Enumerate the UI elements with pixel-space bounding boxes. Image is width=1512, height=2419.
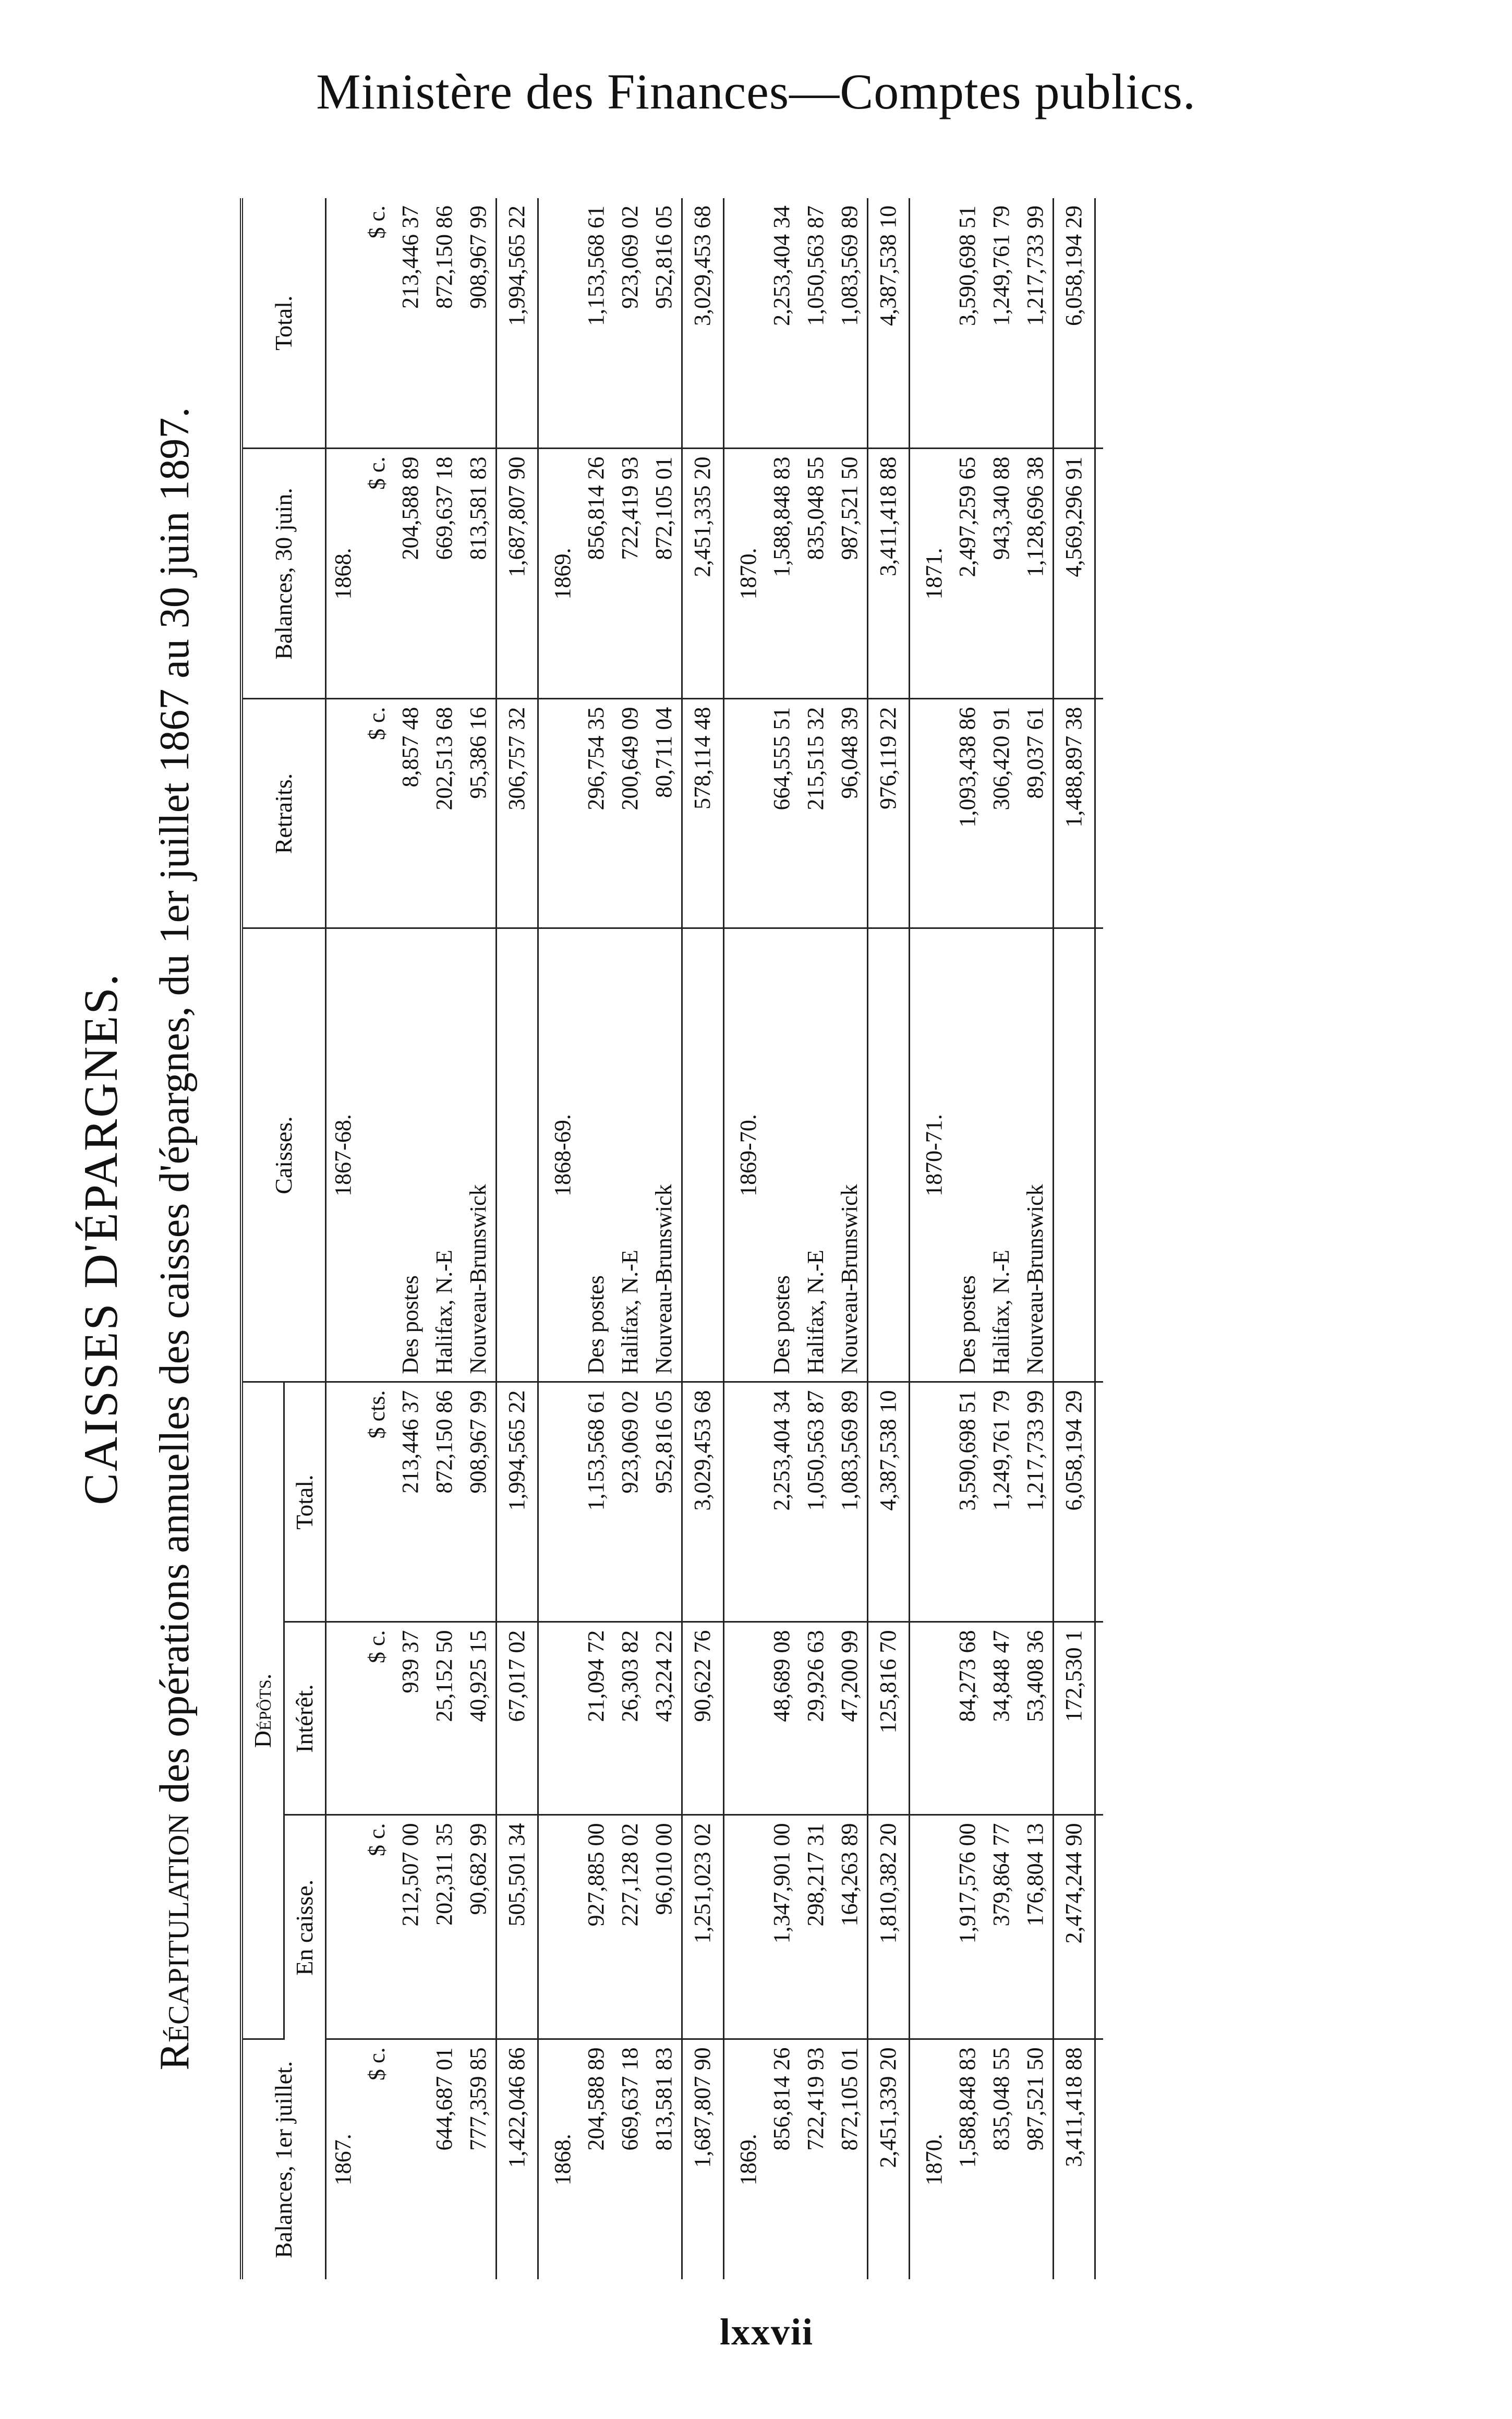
empty-cell	[325, 1622, 360, 1815]
empty-cell	[909, 699, 917, 928]
amount-cell: 90,682 99	[462, 1815, 496, 2039]
empty-cell	[723, 1622, 732, 1815]
empty-cell	[538, 1382, 546, 1622]
empty-cell	[723, 928, 732, 1382]
empty-cell	[909, 928, 917, 1382]
total-amount-cell: 4,569,296 91	[1053, 449, 1095, 699]
subtitle-rest: des opérations annuelles des caisses d'épargnes, du 1er juillet 1867 au 30 juin 1897.	[152, 407, 198, 1814]
table-row	[799, 198, 833, 2279]
amount-cell: 48,689 08	[765, 1622, 799, 1815]
header-total: Total.	[284, 1382, 325, 1622]
empty-cell	[1095, 198, 1103, 449]
amount-cell: 306,420 91	[985, 699, 1019, 928]
amount-cell: 777,359 85	[465, 2047, 491, 2151]
amount-cell: 813,581 83	[462, 449, 496, 699]
total-amount-cell: 3,029,453 68	[682, 1382, 723, 1622]
empty-cell	[732, 1382, 766, 1622]
empty-cell	[723, 2039, 732, 2279]
end-year-label: 1868.	[325, 449, 360, 699]
amount-cell: 1,249,761 79	[985, 198, 1019, 449]
empty-cell	[682, 928, 723, 1382]
amount-cell: 2,253,404 34	[765, 1382, 799, 1622]
empty-cell	[909, 1815, 917, 2039]
empty-cell	[723, 699, 732, 928]
fiscal-year-label: 1868-69.	[546, 928, 580, 1382]
amount-cell: 943,340 88	[985, 449, 1019, 699]
unit-label: $ c.	[360, 1815, 394, 2039]
amount-cell: 1,083,569 89	[833, 198, 867, 449]
unit-label: $ c.	[360, 449, 394, 699]
empty-cell	[917, 198, 951, 449]
empty-cell	[546, 1382, 580, 1622]
amount-cell: 2,253,404 34	[765, 198, 799, 449]
amount-cell: 644,687 01	[431, 2047, 457, 2151]
subtitle-lead: Récapitulation	[152, 1813, 198, 2071]
empty-cell	[909, 1382, 917, 1622]
amount-cell: 213,446 37	[394, 198, 428, 449]
amount-cell: 1,083,569 89	[833, 1382, 867, 1622]
amount-cell: 856,814 26	[769, 2047, 795, 2151]
amount-cell: 923,069 02	[613, 198, 647, 449]
total-amount-cell: 90,622 76	[682, 1622, 723, 1815]
empty-cell	[538, 699, 546, 928]
amount-cell: 835,048 55	[799, 449, 833, 699]
table-row	[951, 198, 985, 2279]
table-row	[765, 198, 799, 2279]
amount-cell: 202,311 35	[428, 1815, 462, 2039]
fiscal-year-label: 1867-68.	[325, 928, 360, 1382]
table-row	[428, 198, 462, 2279]
unit-label: $ c.	[360, 198, 394, 449]
amount-cell: 1,093,438 86	[951, 699, 985, 928]
amount-cell: 43,224 22	[647, 1622, 682, 1815]
caisse-name-cell: Des postes	[394, 928, 428, 1382]
amount-cell	[394, 2039, 428, 2279]
running-head-title: Ministère des Finances—Comptes publics.	[316, 64, 1196, 119]
empty-cell	[917, 699, 951, 928]
empty-cell	[723, 198, 732, 449]
table-subtitle	[151, 188, 209, 2290]
recap-table	[240, 198, 1103, 2279]
amount-cell: 1,153,568 61	[579, 1382, 613, 1622]
empty-cell	[723, 449, 732, 699]
units-row	[360, 198, 394, 2279]
empty-cell	[538, 198, 546, 449]
empty-cell	[496, 928, 538, 1382]
amount-cell: 872,150 86	[428, 1382, 462, 1622]
total-amount-cell: 1,994,565 22	[496, 198, 538, 449]
amount-cell: 296,754 35	[579, 699, 613, 928]
caisse-name-cell: Halifax, N.-E	[985, 928, 1019, 1382]
group-spacer	[1095, 198, 1103, 2279]
total-amount-cell: 2,474,244 90	[1053, 1815, 1095, 2039]
header-caisses: Caisses.	[241, 928, 325, 1382]
total-row	[682, 198, 723, 2279]
amount-cell: 835,048 55	[988, 2047, 1014, 2151]
table-row	[579, 198, 613, 2279]
empty-cell	[867, 928, 909, 1382]
amount-cell: 215,515 32	[799, 699, 833, 928]
group-spacer	[538, 198, 546, 2279]
header-balances-end: Balances, 30 juin.	[241, 449, 325, 699]
empty-cell	[723, 1815, 732, 2039]
empty-cell	[1095, 1622, 1103, 1815]
empty-cell	[909, 198, 917, 449]
empty-cell	[917, 1815, 951, 2039]
amount-cell: 80,711 04	[647, 699, 682, 928]
amount-cell: 722,419 93	[803, 2047, 829, 2151]
amount-cell: 227,128 02	[613, 1815, 647, 2039]
year-row	[325, 198, 360, 2279]
caisse-name-cell: Des postes	[951, 928, 985, 1382]
amount-cell: 34,848 47	[985, 1622, 1019, 1815]
amount-cell: 379,864 77	[985, 1815, 1019, 2039]
empty-cell	[732, 699, 766, 928]
total-amount-cell: 306,757 32	[496, 699, 538, 928]
amount-cell: 987,521 50	[833, 449, 867, 699]
group-spacer	[909, 198, 917, 2279]
empty-cell	[732, 1622, 766, 1815]
amount-cell: 202,513 68	[428, 699, 462, 928]
caisse-name-cell: Halifax, N.-E	[613, 928, 647, 1382]
empty-cell	[732, 198, 766, 449]
empty-cell	[538, 1622, 546, 1815]
amount-cell: 95,386 16	[462, 699, 496, 928]
total-amount-cell: 1,810,382 20	[867, 1815, 909, 2039]
empty-cell	[1095, 449, 1103, 699]
page-number: lxxvii	[720, 2311, 814, 2353]
amount-cell: 3,590,698 51	[951, 1382, 985, 1622]
amount-cell: 1,050,563 87	[799, 198, 833, 449]
amount-cell: 164,263 89	[833, 1815, 867, 2039]
header-balances-start: Balances, 1er juillet.	[241, 2039, 325, 2279]
end-year-label: 1871.	[917, 449, 951, 699]
fiscal-year-label: 1870-71.	[917, 928, 951, 1382]
total-amount-cell: 1,488,897 38	[1053, 699, 1095, 928]
table-row	[985, 198, 1019, 2279]
total-amount-cell: 2,451,335 20	[682, 449, 723, 699]
empty-cell	[538, 2039, 546, 2279]
amount-cell: 872,105 01	[836, 2047, 862, 2151]
table-body	[325, 198, 1103, 2279]
empty-cell	[732, 1815, 766, 2039]
amount-cell: 53,408 36	[1019, 1622, 1053, 1815]
total-amount-cell: 976,119 22	[867, 699, 909, 928]
year-row	[546, 198, 580, 2279]
unit-label: $ c.	[364, 2047, 390, 2081]
empty-cell	[325, 1382, 360, 1622]
amount-cell: 8,857 48	[394, 699, 428, 928]
empty-cell	[538, 449, 546, 699]
total-amount-cell: 4,387,538 10	[867, 198, 909, 449]
table-title: CAISSES D'ÉPARGNES.	[74, 972, 127, 1505]
empty-cell	[546, 1622, 580, 1815]
total-amount-cell: 2,451,339 20	[867, 2039, 909, 2279]
empty-cell	[325, 198, 360, 449]
unit-label: $ cts.	[360, 1382, 394, 1622]
empty-cell	[723, 1382, 732, 1622]
year-row	[732, 198, 766, 2279]
amount-cell: 96,010 00	[647, 1815, 682, 2039]
amount-cell: 1,249,761 79	[985, 1382, 1019, 1622]
amount-cell: 298,217 31	[799, 1815, 833, 2039]
amount-cell: 212,507 00	[394, 1815, 428, 2039]
total-amount-cell: 4,387,538 10	[867, 1382, 909, 1622]
fiscal-year-label: 1869-70.	[732, 928, 766, 1382]
empty-cell	[325, 1815, 360, 2039]
unit-label: $ c.	[360, 699, 394, 928]
amount-cell: 1,588,848 83	[765, 449, 799, 699]
amount-cell: 1,347,901 00	[765, 1815, 799, 2039]
amount-cell: 1,128,696 38	[1019, 449, 1053, 699]
amount-cell: 669,637 18	[617, 2047, 643, 2151]
start-year-label: 1868.	[549, 2134, 575, 2186]
caisse-name-cell: Halifax, N.-E	[428, 928, 462, 1382]
total-amount-cell: 3,411,418 88	[867, 449, 909, 699]
table-row	[613, 198, 647, 2279]
total-row	[496, 198, 538, 2279]
total-amount-cell: 1,687,807 90	[496, 449, 538, 699]
amount-cell: 664,555 51	[765, 699, 799, 928]
header-en-caisse: En caisse.	[284, 1815, 325, 2039]
empty-cell	[1095, 2039, 1103, 2279]
table-row	[833, 198, 867, 2279]
amount-cell: 722,419 93	[613, 449, 647, 699]
caisse-name-cell: Des postes	[765, 928, 799, 1382]
amount-cell: 856,814 26	[579, 449, 613, 699]
total-amount-cell: 1,994,565 22	[496, 1382, 538, 1622]
total-row	[867, 198, 909, 2279]
amount-cell: 908,967 99	[462, 1382, 496, 1622]
amount-cell: 987,521 50	[1022, 2047, 1048, 2151]
total-amount-cell: 172,530 1	[1053, 1622, 1095, 1815]
caisse-name-cell: Nouveau-Brunswick	[1019, 928, 1053, 1382]
empty-cell	[360, 928, 394, 1382]
table-row	[1019, 198, 1053, 2279]
amount-cell: 25,152 50	[428, 1622, 462, 1815]
empty-cell	[1095, 1815, 1103, 2039]
empty-cell	[917, 1382, 951, 1622]
empty-cell	[546, 699, 580, 928]
total-amount-cell: 3,411,418 88	[1053, 2039, 1095, 2279]
empty-cell	[546, 1815, 580, 2039]
total-amount-cell: 3,029,453 68	[682, 198, 723, 449]
amount-cell: 1,050,563 87	[799, 1382, 833, 1622]
amount-cell: 96,048 39	[833, 699, 867, 928]
table-head	[241, 198, 325, 2279]
amount-cell: 872,150 86	[428, 198, 462, 449]
amount-cell: 872,105 01	[647, 449, 682, 699]
amount-cell: 669,637 18	[428, 449, 462, 699]
amount-cell: 40,925 15	[462, 1622, 496, 1815]
header-depots: Dépôts.	[241, 1382, 284, 2039]
total-amount-cell: 125,816 70	[867, 1622, 909, 1815]
table-row	[462, 198, 496, 2279]
unit-label: $ c.	[360, 1622, 394, 1815]
amount-cell: 2,497,259 65	[951, 449, 985, 699]
start-year-label: 1867.	[330, 2134, 356, 2186]
total-amount-cell: 1,251,023 02	[682, 1815, 723, 2039]
group-spacer	[723, 198, 732, 2279]
amount-cell: 1,217,733 99	[1019, 198, 1053, 449]
amount-cell: 47,200 99	[833, 1622, 867, 1815]
amount-cell: 939 37	[394, 1622, 428, 1815]
amount-cell: 213,446 37	[394, 1382, 428, 1622]
amount-cell: 952,816 05	[647, 1382, 682, 1622]
empty-cell	[538, 928, 546, 1382]
total-amount-cell: 6,058,194 29	[1053, 1382, 1095, 1622]
amount-cell: 952,816 05	[647, 198, 682, 449]
caisse-name-cell: Des postes	[579, 928, 613, 1382]
start-year-label: 1869.	[735, 2134, 761, 2186]
amount-cell: 3,590,698 51	[951, 198, 985, 449]
caisse-name-cell: Halifax, N.-E	[799, 928, 833, 1382]
end-year-label: 1870.	[732, 449, 766, 699]
empty-cell	[1095, 699, 1103, 928]
empty-cell	[538, 1815, 546, 2039]
empty-cell	[909, 2039, 917, 2279]
caisse-name-cell: Nouveau-Brunswick	[462, 928, 496, 1382]
total-amount-cell: 67,017 02	[496, 1622, 538, 1815]
amount-cell: 1,153,568 61	[579, 198, 613, 449]
year-row	[917, 198, 951, 2279]
table-row	[394, 198, 428, 2279]
empty-cell	[1095, 928, 1103, 1382]
amount-cell: 1,588,848 83	[954, 2047, 981, 2168]
amount-cell: 927,885 00	[579, 1815, 613, 2039]
total-row	[1053, 198, 1095, 2279]
total-amount-cell: 6,058,194 29	[1053, 198, 1095, 449]
empty-cell	[909, 449, 917, 699]
header-interet: Intérêt.	[284, 1622, 325, 1815]
total-amount-cell: 578,114 48	[682, 699, 723, 928]
header-retraits: Retraits.	[241, 699, 325, 928]
empty-cell	[917, 1622, 951, 1815]
empty-cell	[909, 1622, 917, 1815]
amount-cell: 908,967 99	[462, 198, 496, 449]
amount-cell: 176,804 13	[1019, 1815, 1053, 2039]
amount-cell: 204,588 89	[583, 2047, 609, 2151]
total-amount-cell: 1,687,807 90	[682, 2039, 723, 2279]
caisse-name-cell: Nouveau-Brunswick	[647, 928, 682, 1382]
amount-cell: 204,588 89	[394, 449, 428, 699]
empty-cell	[1095, 1382, 1103, 1622]
empty-cell	[1053, 928, 1095, 1382]
end-year-label: 1869.	[546, 449, 580, 699]
table-row	[647, 198, 682, 2279]
caisse-name-cell: Nouveau-Brunswick	[833, 928, 867, 1382]
amount-cell: 813,581 83	[650, 2047, 676, 2151]
amount-cell: 26,303 82	[613, 1622, 647, 1815]
total-amount-cell: 505,501 34	[496, 1815, 538, 2039]
amount-cell: 21,094 72	[579, 1622, 613, 1815]
rotated-table-block	[73, 188, 1455, 2290]
empty-cell	[546, 198, 580, 449]
amount-cell: 1,917,576 00	[951, 1815, 985, 2039]
empty-cell	[325, 699, 360, 928]
start-year-label: 1870.	[921, 2134, 947, 2186]
header-total-right: Total.	[241, 198, 325, 449]
amount-cell: 29,926 63	[799, 1622, 833, 1815]
amount-cell: 200,649 09	[613, 699, 647, 928]
amount-cell: 923,069 02	[613, 1382, 647, 1622]
amount-cell: 89,037 61	[1019, 699, 1053, 928]
amount-cell: 84,273 68	[951, 1622, 985, 1815]
amount-cell: 1,217,733 99	[1019, 1382, 1053, 1622]
total-amount-cell: 1,422,046 86	[496, 2039, 538, 2279]
